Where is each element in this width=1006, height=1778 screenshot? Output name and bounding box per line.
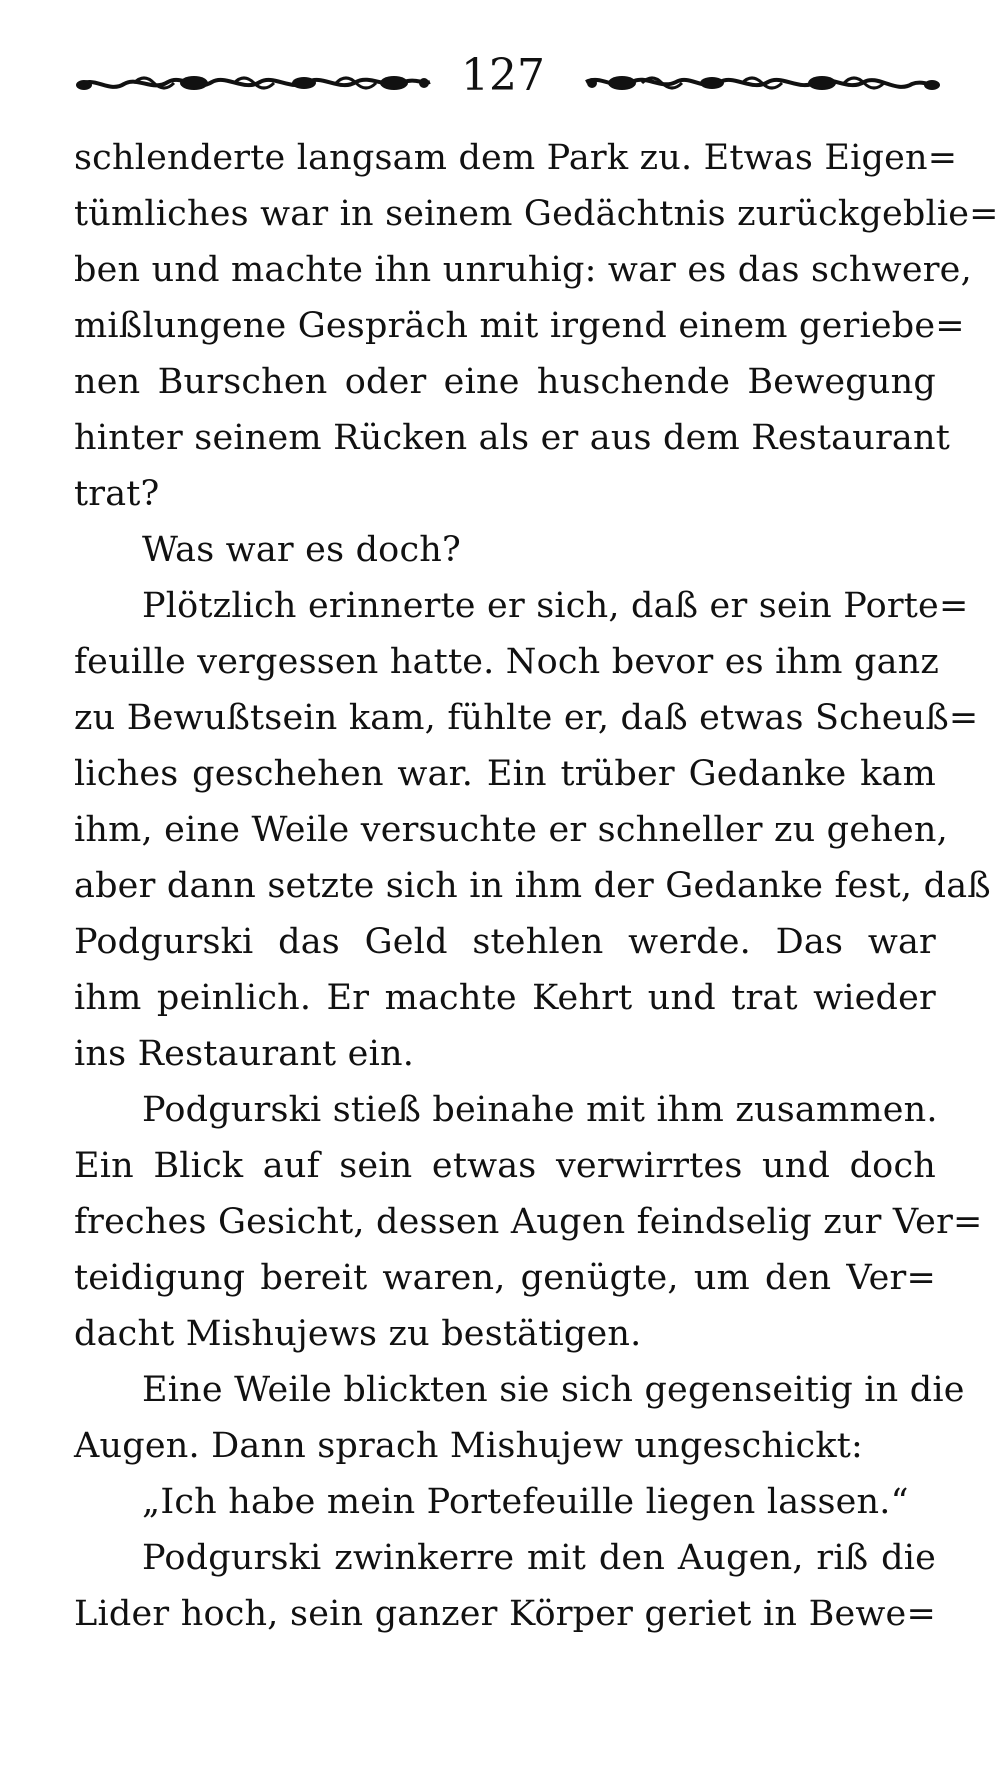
text-line: ben und machte ihn unruhig: war es das schwere,: [74, 250, 972, 290]
text-line: „Ich habe mein Portefeuille liegen lassen.“: [142, 1482, 909, 1522]
page-header: [0, 40, 1006, 110]
page-number: 127: [461, 50, 545, 101]
text-line: ins Restaurant ein.: [74, 1034, 415, 1074]
text-line: nen Burschen oder eine huschende Bewegung: [74, 362, 936, 402]
text-line: ihm, eine Weile versuchte er schneller zu gehen,: [74, 810, 948, 850]
text-line: freches Gesicht, dessen Augen feindselig zur Ver=: [74, 1202, 983, 1242]
text-line: mißlungene Gespräch mit irgend einem geriebe=: [74, 306, 965, 346]
text-line: Augen. Dann sprach Mishujew ungeschickt:: [74, 1426, 863, 1466]
text-line: Was war es doch?: [142, 530, 461, 570]
text-line: Podgurski stieß beinahe mit ihm zusammen.: [142, 1090, 938, 1130]
text-line: Podgurski zwinkerre mit den Augen, riß die: [142, 1538, 936, 1578]
decorative-scroll-ornament-icon: [74, 68, 434, 98]
text-line: trat?: [74, 474, 160, 514]
paragraph: [74, 578, 991, 1082]
text-line: Eine Weile blickten sie sich gegenseitig in die: [142, 1370, 965, 1410]
text-line: Lider hoch, sein ganzer Körper geriet in Bewe=: [74, 1594, 936, 1634]
text-line: zu Bewußtsein kam, fühlte er, daß etwas Scheuß=: [74, 698, 979, 738]
decorative-scroll-ornament-icon: [582, 68, 942, 98]
text-line: tümliches war in seinem Gedächtnis zurückgeblie=: [74, 194, 999, 234]
paragraph: [74, 1082, 983, 1362]
text-line: ihm peinlich. Er machte Kehrt und trat wieder: [74, 978, 936, 1018]
text-line: dacht Mishujews zu bestätigen.: [74, 1314, 642, 1354]
paragraph: [74, 522, 936, 578]
page-body-text: [74, 130, 999, 1642]
paragraph: [74, 1474, 936, 1530]
paragraph: [74, 1362, 965, 1474]
text-line: hinter seinem Rücken als er aus dem Restaurant: [74, 418, 950, 458]
text-line: feuille vergessen hatte. Noch bevor es ihm ganz: [74, 642, 940, 682]
text-line: teidigung bereit waren, genügte, um den Ver=: [74, 1258, 936, 1298]
paragraph: [74, 1530, 936, 1642]
text-line: schlenderte langsam dem Park zu. Etwas Eigen=: [74, 138, 958, 178]
text-line: Ein Blick auf sein etwas verwirrtes und doch: [74, 1146, 936, 1186]
text-line: Podgurski das Geld stehlen werde. Das war: [74, 922, 936, 962]
text-line: liches geschehen war. Ein trüber Gedanke kam: [74, 754, 936, 794]
text-line: aber dann setzte sich in ihm der Gedanke fest, daß: [74, 866, 991, 906]
text-line: Plötzlich erinnerte er sich, daß er sein Porte=: [142, 586, 969, 626]
paragraph: [74, 130, 999, 522]
